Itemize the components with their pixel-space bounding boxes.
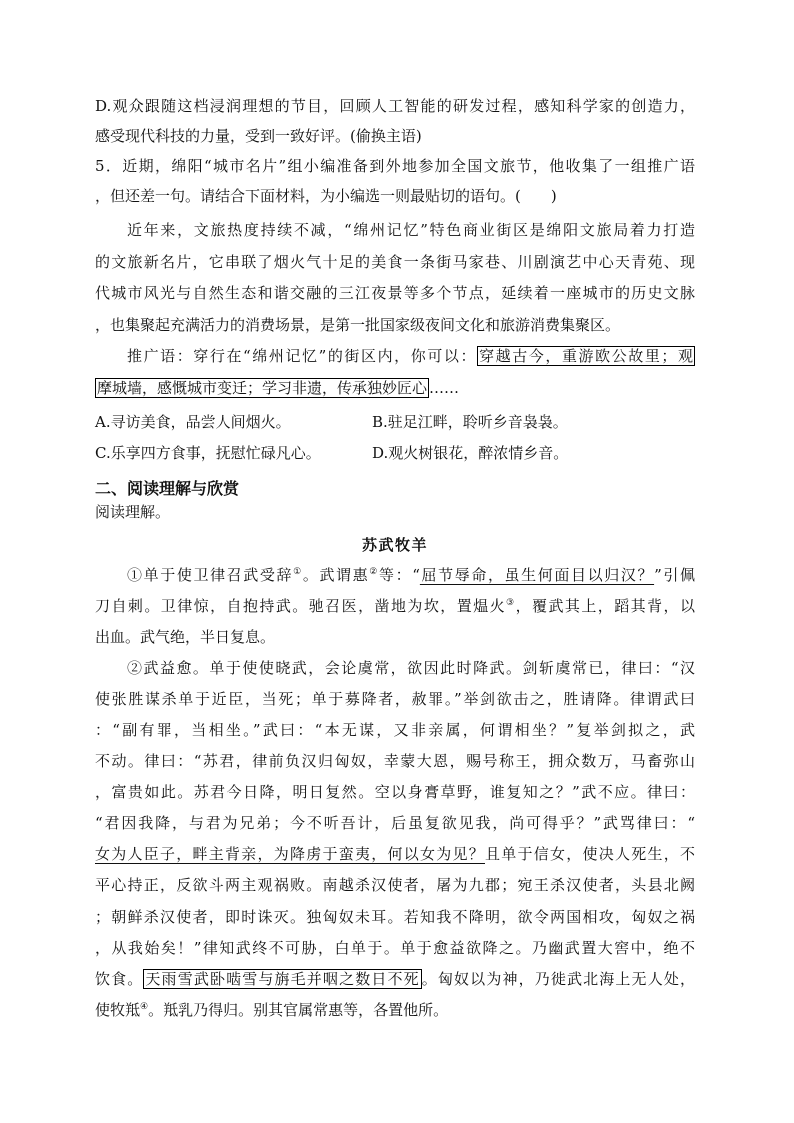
text-segment: 且单于信女，使决人死生，不 (484, 845, 695, 864)
text-segment: 近年来，文旅热度持续不减，“绵州记忆”特色商业街区是绵阳文旅局着力打造 (127, 221, 695, 239)
material-line (95, 310, 695, 342)
passage-line (95, 622, 695, 653)
text-segment: …… (429, 378, 460, 397)
passage-line (95, 715, 695, 746)
footnote-marker: ① (293, 566, 303, 577)
passage-line (95, 870, 695, 901)
question-5-material (95, 215, 695, 405)
boxed-text: 穿越古今，重游欧公故里；观 (479, 347, 693, 366)
previous-question-option-d (95, 91, 695, 151)
text-segment: ”引佩 (654, 565, 695, 584)
footnote-marker: ④ (140, 1001, 149, 1012)
text-segment: 刀自刺。卫律惊，自抱持武。驰召医，凿地为坎，置煴火 (95, 596, 507, 615)
material-line (95, 215, 695, 247)
underlined-text: 女为人臣子，畔主背亲，为降虏于蛮夷，何以女为见？ (95, 845, 485, 864)
text-segment: 等：“ (378, 565, 420, 584)
passage-body (95, 560, 695, 1026)
footnote-marker: ③ (506, 597, 516, 608)
passage-line (95, 995, 695, 1026)
text-segment: 代城市风光与自然生态和谐交融的三江夜景等多个节点，延续着一座城市的历史文脉 (95, 284, 695, 303)
passage-line (95, 653, 695, 684)
text-segment: ，但还差一句。请结合下面材料，为小编选一则最贴切的语句。( ) (95, 187, 557, 205)
passage-line (95, 839, 695, 870)
text-segment: ，从我始矣！”律知武终不可胁，白单于。单于愈益欲降之。乃幽武置大窖中，绝不 (95, 938, 695, 957)
text-segment: ，也集聚起充满活力的消费场景，是第一批国家级夜间文化和旅游消费集聚区。 (95, 315, 621, 334)
text-segment: ，富贵如此。苏君今日降，明日复然。空以身膏草野，谁复知之？”武不应。律曰： (95, 783, 695, 802)
option-a: A.寻访美食，品尝人间烟火。 (95, 412, 291, 431)
text-segment: 推广语：穿行在“绵州记忆”的街区内，你可以： (127, 347, 478, 366)
question-block (95, 91, 695, 211)
text-segment: 平心持正，反欲斗两主观祸败。南越杀汉使者，屠为九郡；宛王杀汉使者，头县北阙 (95, 876, 695, 895)
answer-options (95, 407, 695, 469)
option-c: C.乐享四方食事，抚慰忙碌凡心。 (95, 443, 321, 462)
text-segment: 饮食。 (95, 969, 144, 988)
passage-line (95, 933, 695, 964)
slogan-paragraph (95, 341, 695, 404)
passage-line (95, 777, 695, 808)
passage-line (95, 591, 695, 622)
section-instruction: 阅读理解。 (95, 503, 171, 521)
option-d: D.观火树银花，醉浓情乡音。 (372, 443, 569, 462)
passage-line (95, 746, 695, 777)
option-b: B.驻足江畔，聆听乡音袅袅。 (372, 412, 568, 431)
text-segment: ；朝鲜杀汉使者，即时诛灭。独匈奴未耳。若知我不降明，欲令两国相攻，匈奴之祸 (95, 907, 695, 926)
text-segment: 不动。律曰：“苏君，律前负汉归匈奴，幸蒙大恩，赐号称王，拥众数万，马畜弥山 (95, 752, 695, 771)
text-segment: ①单于使卫律召武受辞 (127, 565, 294, 584)
text-segment: 。羝乳乃得归。别其官属常惠等，各置他所。 (148, 1000, 449, 1019)
material-paragraph (95, 215, 695, 341)
text-segment: 感受现代科技的力量，受到一致好评。(偷换主语) (95, 127, 422, 145)
question-stem-line (95, 151, 695, 181)
text-segment: D.观众跟随这档浸润理想的节目，回顾人工智能的研发过程，感知科学家的创造力， (95, 97, 695, 115)
passage-line (95, 684, 695, 715)
passage-paragraph-1 (95, 560, 695, 653)
material-line (95, 247, 695, 279)
text-segment: 出血。武气绝，半日复息。 (95, 627, 276, 646)
question-stem-line (95, 181, 695, 211)
passage-line (95, 902, 695, 933)
text-segment: “君因我降，与君为兄弟；今不听吾计，后虽复欲见我，尚可得乎？”武骂律曰：“ (95, 814, 695, 833)
text-segment: 5．近期，绵阳“城市名片”组小编准备到外地参加全国文旅节，他收集了一组推广语 (95, 157, 695, 175)
passage-line (95, 560, 695, 591)
option-d-line (95, 121, 695, 151)
text-segment: ②武益愈。单于使使晓武，会论虞常，欲因此时降武。剑斩虞常已，律曰：“汉 (127, 658, 695, 677)
text-segment: 的文旅新名片，它串联了烟火气十足的美食一条街马家巷、川剧演艺中心天青苑、现 (95, 252, 695, 271)
slogan-line (95, 373, 695, 405)
slogan-line (95, 341, 695, 373)
question-5-stem (95, 151, 695, 211)
passage-title: 苏武牧羊 (361, 536, 428, 554)
text-segment: 使牧羝 (95, 1000, 141, 1019)
underlined-text: 屈节辱命，虽生何面目以归汉？ (419, 565, 655, 584)
section-heading: 二、阅读理解与欣赏 (95, 479, 240, 498)
text-segment: 使张胜谋杀单于近臣，当死；单于募降者，赦罪。”举剑欲击之，胜请降。律谓武曰 (95, 689, 695, 708)
passage-paragraph-2 (95, 653, 695, 1026)
text-segment: 。匈奴以为神，乃徙武北海上无人处， (421, 969, 695, 988)
footnote-marker: ② (369, 566, 379, 577)
text-segment: ：“副有罪，当相坐。”武曰：“本无谋，又非亲属，何谓相坐？”复举剑拟之，武 (95, 720, 695, 739)
boxed-text: 摩城墙，感慨城市变迁；学习非遗，传承独妙匠心 (97, 378, 428, 397)
passage-line (95, 964, 695, 995)
boxed-text: 天雨雪武卧啮雪与旃毛并咽之数日不死 (145, 969, 420, 988)
text-segment: 。武谓惠 (302, 565, 370, 584)
passage-line (95, 808, 695, 839)
material-line (95, 278, 695, 310)
option-d-line (95, 91, 695, 121)
text-segment: ，覆武其上，蹈其背，以 (515, 596, 695, 615)
